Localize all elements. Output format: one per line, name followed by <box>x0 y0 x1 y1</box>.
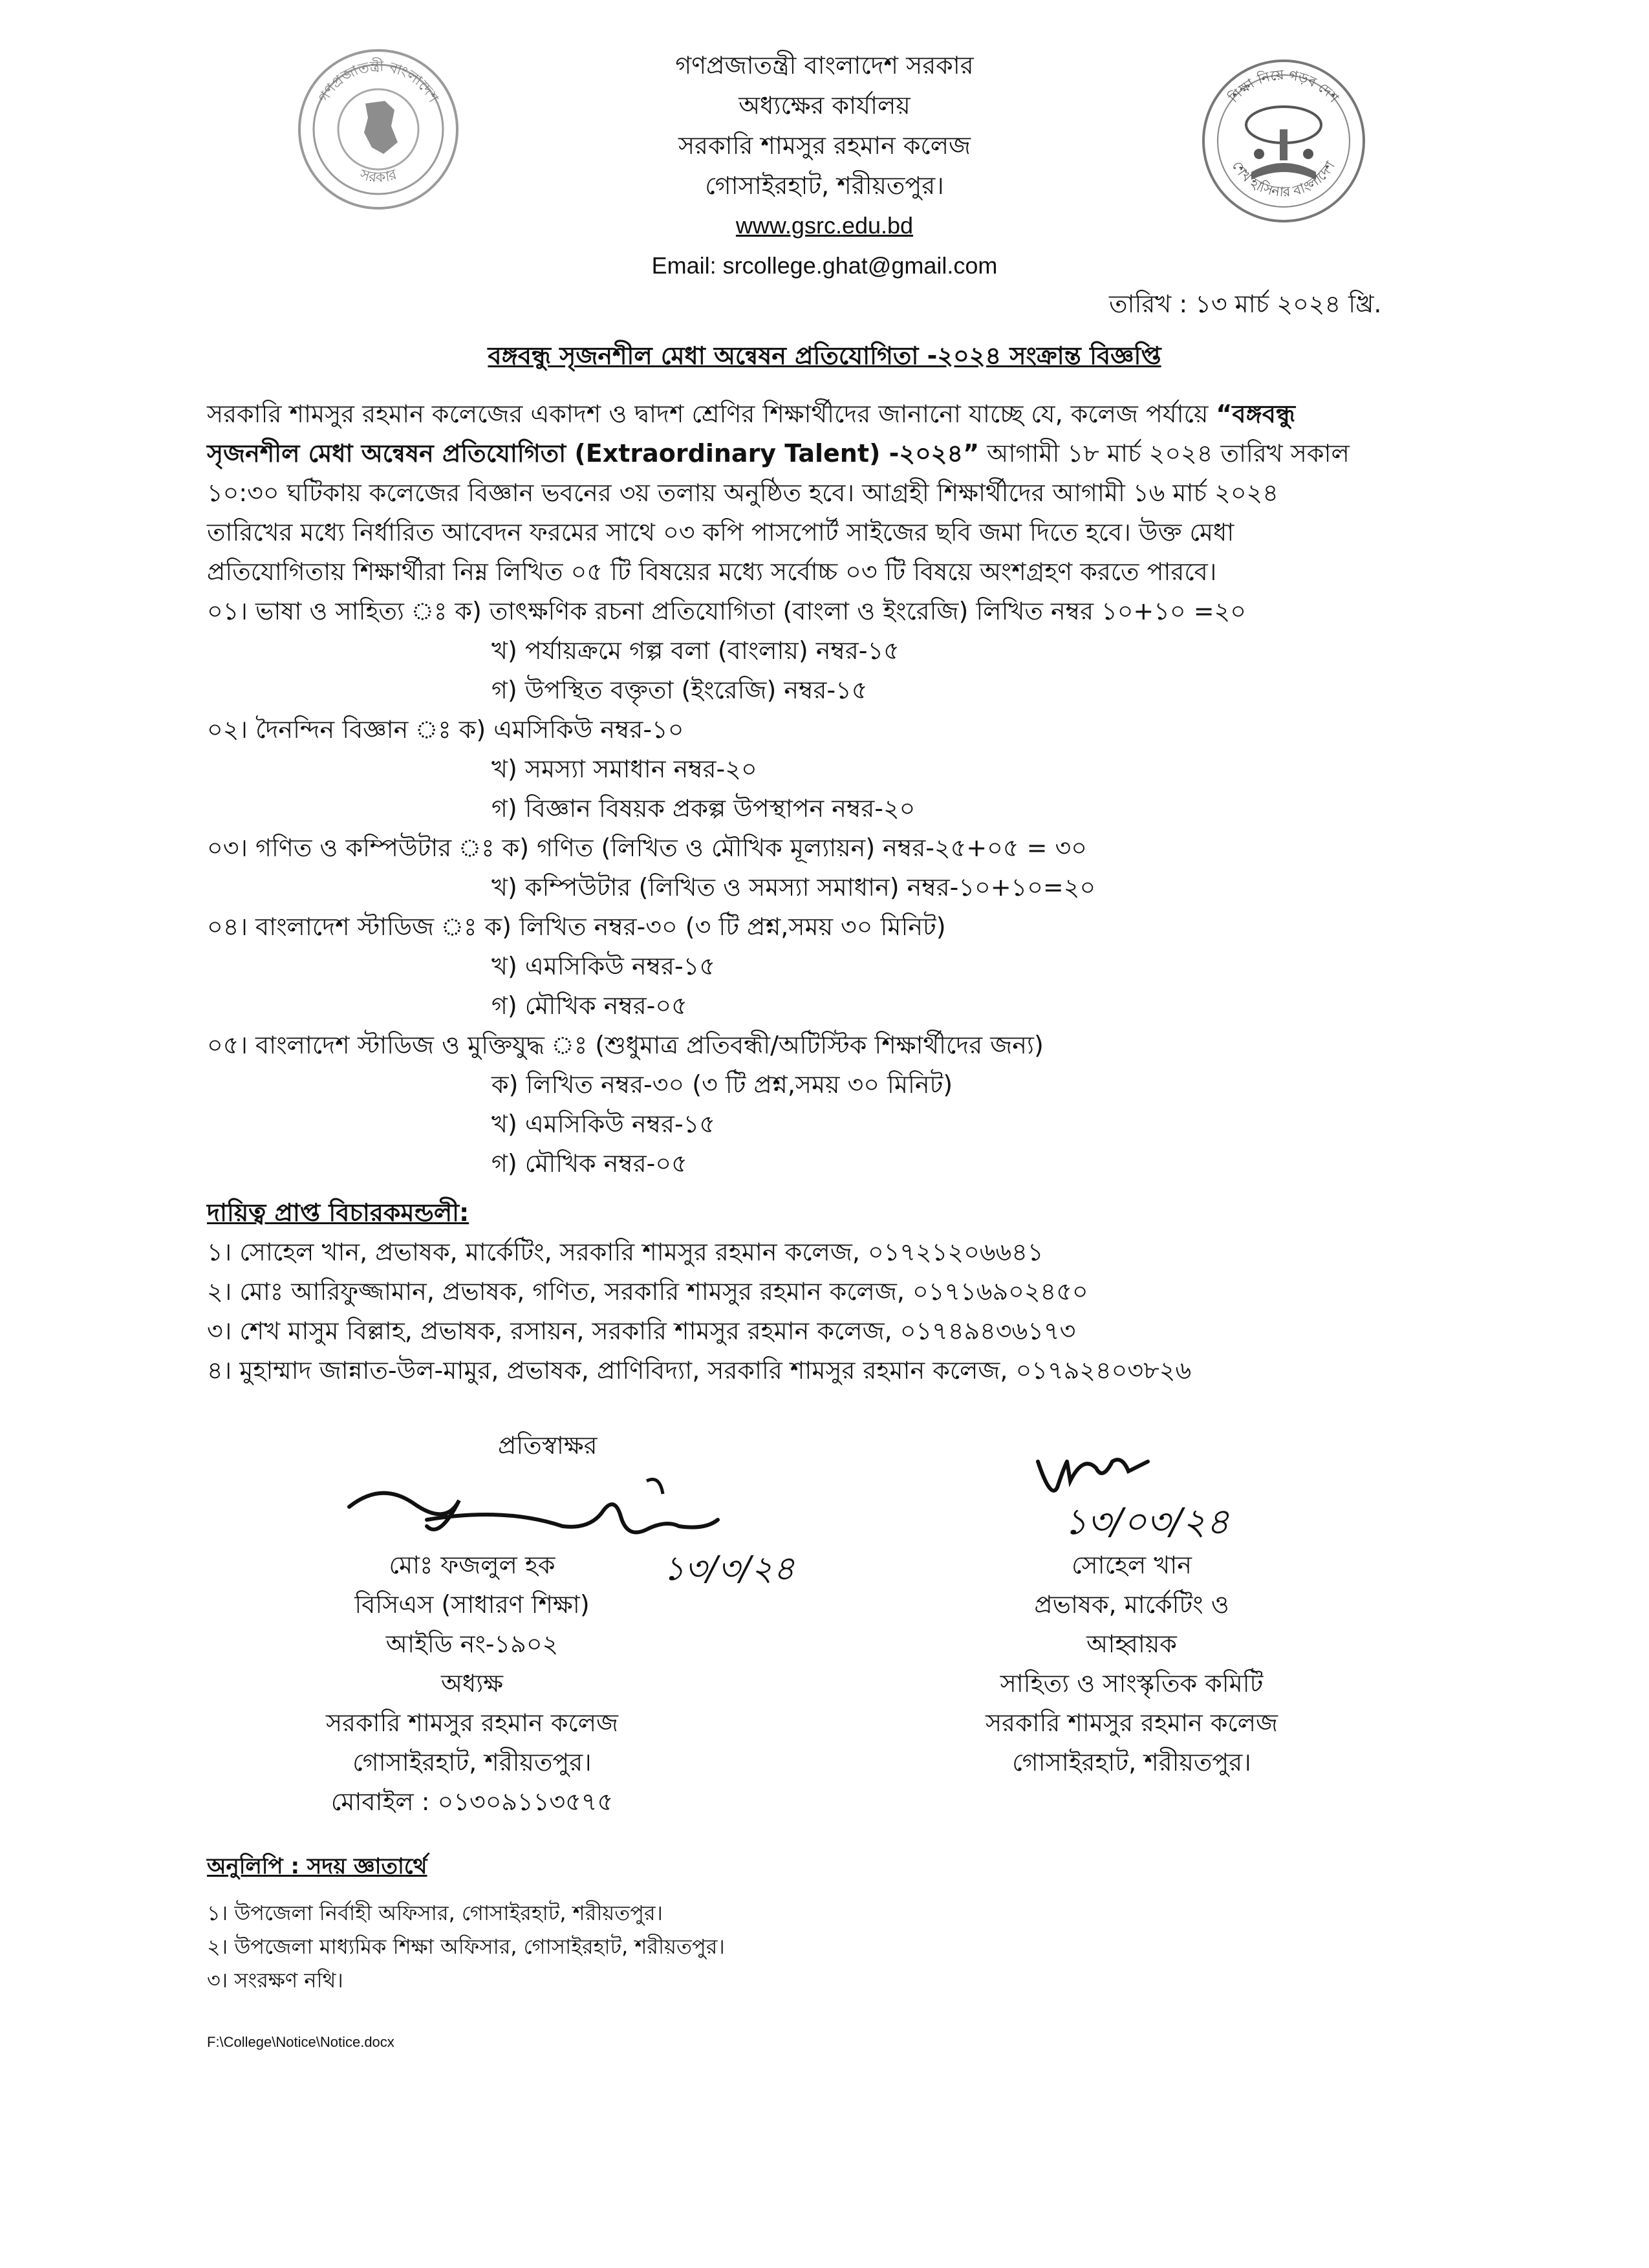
judge-item: ২। মোঃ আরিফুজ্জামান, প্রভাষক, গণিত, সরকারি শামসুর রহমান কলেজ, ০১৭১৬৯০২৪৫০ <box>207 1277 1088 1306</box>
copy-item: ২। উপজেলা মাধ্যমিক শিক্ষা অফিসার, গোসাইরহাট, শরীয়তপুর। <box>207 1934 725 1959</box>
principal-address: গোসাইরহাট, শরীয়তপুর। <box>352 1748 592 1777</box>
notice-date: তারিখ : ১৩ মার্চ ২০২৪ খ্রি. <box>1109 290 1382 318</box>
intro-line-2: আগামী ১৮ মার্চ ২০২৪ তারিখ সকাল <box>979 439 1350 468</box>
item-1-sub: গ) উপস্থিত বক্তৃতা (ইংরেজি) নম্বর-১৫ <box>491 676 868 704</box>
competition-items <box>207 592 1246 1183</box>
principal-title: অধ্যক্ষ <box>440 1669 503 1698</box>
intro-paragraph <box>207 394 1461 592</box>
judges-title: দায়িত্ব প্রাপ্ত বিচারকমন্ডলী: <box>207 1198 469 1227</box>
item-1-head: ০১। ভাষা ও সাহিত্য ঃ ক) তাৎক্ষণিক রচনা প্রতিযোগিতা (বাংলা ও ইংরেজি) লিখিত নম্বর ১০+১০ =২০ <box>207 597 1246 625</box>
government-seal-icon <box>294 45 462 213</box>
judges-section <box>207 1193 1191 1390</box>
intro-line-1-bold: “বঙ্গবন্ধু <box>1216 400 1295 428</box>
judge-item: ৪। মুহাম্মাদ জান্নাত-উল-মামুর, প্রভাষক, প্রাণিবিদ্যা, সরকারি শামসুর রহমান কলেজ, ০১৭৯২৪০৩৮২৬ <box>207 1356 1192 1385</box>
judge-item: ১। সোহেল খান, প্রভাষক, মার্কেটিং, সরকারি শামসুর রহমান কলেজ, ০১৭২১২০৬৬৪১ <box>207 1238 1044 1266</box>
convener-sign-date: ১৩/০৩/২৪ <box>1064 1501 1230 1543</box>
item-5-head: ০৫। বাংলাদেশ স্টাডিজ ও মুক্তিযুদ্ধ ঃ (শুধুমাত্র প্রতিবন্ধী/অটিস্টিক শিক্ষার্থীদের জন্য) <box>207 1031 1044 1059</box>
header-line-office: অধ্যক্ষের কার্যালয় <box>738 91 911 120</box>
principal-cadre: বিসিএস (সাধারণ শিক্ষা) <box>354 1590 590 1619</box>
header-line-address: গোসাইরহাট, শরীয়তপুর। <box>705 171 944 200</box>
college-logo-icon <box>1200 57 1368 225</box>
item-1-sub: খ) পর্যায়ক্রমে গল্প বলা (বাংলায়) নম্বর-১৫ <box>491 636 900 665</box>
principal-id: আইডি নং-১৯০২ <box>385 1630 559 1658</box>
judge-item: ৩। শেখ মাসুম বিল্লাহ, প্রভাষক, রসায়ন, সরকারি শামসুর রহমান কলেজ, ০১৭৪৯৪৩৬১৭৩ <box>207 1317 1076 1345</box>
email-text: Email: srcollege.ghat@gmail.com <box>651 252 998 279</box>
convener-college: সরকারি শামসুর রহমান কলেজ <box>985 1709 1278 1737</box>
convener-address: গোসাইরহাট, শরীয়তপুর। <box>1012 1748 1251 1777</box>
copy-item: ১। উপজেলা নির্বাহী অফিসার, গোসাইরহাট, শরীয়তপুর। <box>207 1901 663 1925</box>
intro-line-4: তারিখের মধ্যে নির্ধারিত আবেদন ফরমের সাথে ০৩ কপি পাসপোর্ট সাইজের ছবি জমা দিতে হবে। উক্ত মেধা <box>207 518 1234 546</box>
convener-designation: প্রভাষক, মার্কেটিং ও <box>1034 1590 1229 1619</box>
college-logo <box>1200 57 1368 225</box>
principal-college: সরকারি শামসুর রহমান কলেজ <box>325 1709 619 1737</box>
item-2-head: ০২। দৈনন্দিন বিজ্ঞান ঃ ক) এমসিকিউ নম্বর-১০ <box>207 715 684 744</box>
principal-mobile: মোবাইল : ০১৩০৯১১৩৫৭৫ <box>330 1787 614 1816</box>
header-line-college: সরকারি শামসুর রহমান কলেজ <box>678 131 971 160</box>
svg-text:গণপ্রজাতন্ত্রী বাংলাদেশ: গণপ্রজাতন্ত্রী বাংলাদেশ <box>315 58 442 106</box>
svg-text:সরকার: সরকার <box>358 166 399 186</box>
subject-line: বঙ্গবন্ধু সৃজনশীল মেধা অন্বেষন প্রতিযোগিতা -২০২৪ সংক্রান্ত বিজ্ঞপ্তি <box>488 341 1161 370</box>
header-line-government: গণপ্রজাতন্ত্রী বাংলাদেশ সরকার <box>675 51 974 80</box>
file-path: F:\College\Notice\Notice.docx <box>207 2034 394 2050</box>
item-4-sub: খ) এমসিকিউ নম্বর-১৫ <box>491 952 715 980</box>
principal-details <box>304 1546 640 1822</box>
government-seal <box>294 45 462 213</box>
convener-role: আহ্বায়ক <box>1086 1630 1177 1658</box>
copy-section <box>207 1850 725 1997</box>
svg-text:শেখ হাসিনার বাংলাদেশ: শেখ হাসিনার বাংলাদেশ <box>1229 158 1339 200</box>
intro-line-3: ১০:৩০ ঘটিকায় কলেজের বিজ্ঞান ভবনের ৩য় তলায় অনুষ্ঠিত হবে। আগ্রহী শিক্ষার্থীদের আগামী ১৬ মার্চ ২০২৪ <box>207 479 1278 507</box>
copy-item: ৩। সংরক্ষণ নথি। <box>207 1968 343 1993</box>
intro-line-5: প্রতিযোগিতায় শিক্ষার্থীরা নিম্ন লিখিত ০৫ টি বিষয়ের মধ্যে সর্বোচ্চ ০৩ টি বিষয়ে অংশগ্রহণ করতে পারবে। <box>207 557 1217 586</box>
item-3-head: ০৩। গণিত ও কম্পিউটার ঃ ক) গণিত (লিখিত ও মৌখিক মূল্যায়ন) নম্বর-২৫+০৫ = ৩০ <box>207 834 1087 862</box>
principal-name: মোঃ ফজলুল হক <box>389 1551 555 1579</box>
item-5-sub: গ) মৌখিক নম্বর-০৫ <box>491 1149 687 1178</box>
website-link[interactable]: www.gsrc.edu.bd <box>735 212 914 239</box>
item-5-sub: খ) এমসিকিউ নম্বর-১৫ <box>491 1110 715 1138</box>
convener-committee: সাহিত্য ও সাংস্কৃতিক কমিটি <box>1000 1669 1264 1698</box>
countersign-label: প্রতিস্বাক্ষর <box>498 1431 598 1460</box>
convener-details <box>899 1546 1364 1782</box>
item-3-sub: খ) কম্পিউটার (লিখিত ও সমস্যা সমাধান) নম্বর-১০+১০=২০ <box>491 873 1096 902</box>
copy-title: অনুলিপি : সদয় জ্ঞাতার্থে <box>207 1853 427 1879</box>
item-5-sub: ক) লিখিত নম্বর-৩০ (৩ টি প্রশ্ন,সময় ৩০ মিনিট) <box>491 1070 953 1099</box>
principal-sign-date: ১৩/৩/২৪ <box>663 1550 795 1588</box>
letterhead <box>501 45 1148 286</box>
item-4-head: ০৪। বাংলাদেশ স্টাডিজ ঃ ক) লিখিত নম্বর-৩০ (৩ টি প্রশ্ন,সময় ৩০ মিনিট) <box>207 913 946 941</box>
intro-line-2-bold: সৃজনশীল মেধা অন্বেষন প্রতিযোগিতা (Extraordinary Talent) -২০২৪” <box>207 439 980 468</box>
convener-name: সোহেল খান <box>1072 1551 1192 1579</box>
intro-line-1: সরকারি শামসুর রহমান কলেজের একাদশ ও দ্বাদশ শ্রেণির শিক্ষার্থীদের জানানো যাচ্ছে যে, কলেজ পর্যায়ে <box>207 400 1216 428</box>
item-2-sub: খ) সমস্যা সমাধান নম্বর-২০ <box>491 755 757 783</box>
item-2-sub: গ) বিজ্ঞান বিষয়ক প্রকল্প উপস্থাপন নম্বর-২০ <box>491 794 916 823</box>
svg-text:শিক্ষা নিয়ে গড়ব দেশ: শিক্ষা নিয়ে গড়ব দেশ <box>1225 67 1342 106</box>
item-4-sub: গ) মৌখিক নম্বর-০৫ <box>491 991 687 1020</box>
